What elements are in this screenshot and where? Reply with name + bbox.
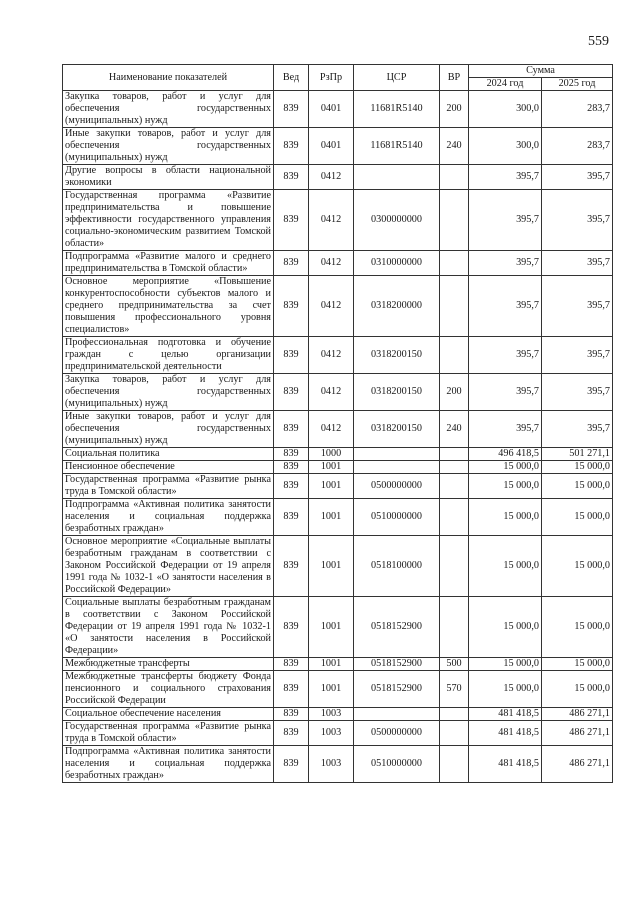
row-rzpr: 1003	[309, 708, 354, 721]
row-rzpr: 1001	[309, 597, 354, 658]
header-ved: Вед	[274, 65, 309, 91]
row-name: Закупка товаров, работ и услуг для обеспечения государственных (муниципальных) нужд	[63, 91, 274, 128]
row-sum-2024: 15 000,0	[469, 658, 542, 671]
row-csr: 0518152900	[354, 658, 440, 671]
row-sum-2024: 300,0	[469, 91, 542, 128]
row-rzpr: 1001	[309, 499, 354, 536]
row-sum-2024: 496 418,5	[469, 448, 542, 461]
row-rzpr: 1001	[309, 474, 354, 499]
row-sum-2025: 283,7	[542, 128, 613, 165]
row-sum-2025: 395,7	[542, 411, 613, 448]
row-sum-2025: 395,7	[542, 374, 613, 411]
header-year-2024: 2024 год	[469, 78, 542, 91]
row-ved: 839	[274, 746, 309, 783]
row-name: Другие вопросы в области национальной экономики	[63, 165, 274, 190]
row-name: Подпрограмма «Активная политика занятости населения и социальная поддержка безработных граждан»	[63, 499, 274, 536]
row-ved: 839	[274, 499, 309, 536]
row-vr	[440, 165, 469, 190]
row-rzpr: 1001	[309, 671, 354, 708]
row-ved: 839	[274, 411, 309, 448]
row-csr: 0500000000	[354, 474, 440, 499]
row-vr: 240	[440, 411, 469, 448]
row-ved: 839	[274, 474, 309, 499]
row-sum-2025: 395,7	[542, 337, 613, 374]
header-vr: ВР	[440, 65, 469, 91]
row-sum-2025: 486 271,1	[542, 708, 613, 721]
row-rzpr: 0401	[309, 128, 354, 165]
row-sum-2024: 15 000,0	[469, 461, 542, 474]
row-csr: 0318200000	[354, 276, 440, 337]
row-vr: 500	[440, 658, 469, 671]
row-name: Социальное обеспечение населения	[63, 708, 274, 721]
row-vr	[440, 448, 469, 461]
row-vr	[440, 536, 469, 597]
row-csr	[354, 708, 440, 721]
row-csr	[354, 448, 440, 461]
row-sum-2025: 15 000,0	[542, 536, 613, 597]
row-ved: 839	[274, 721, 309, 746]
row-vr	[440, 597, 469, 658]
row-csr: 0518152900	[354, 597, 440, 658]
row-csr: 0318200150	[354, 337, 440, 374]
table-row	[63, 276, 613, 337]
row-sum-2024: 395,7	[469, 374, 542, 411]
row-sum-2024: 395,7	[469, 411, 542, 448]
table-row	[63, 128, 613, 165]
row-name: Иные закупки товаров, работ и услуг для обеспечения государственных (муниципальных) нужд	[63, 411, 274, 448]
row-ved: 839	[274, 461, 309, 474]
row-name: Межбюджетные трансферты бюджету Фонда пенсионного и социального страхования Российской Федерации	[63, 671, 274, 708]
row-sum-2025: 15 000,0	[542, 499, 613, 536]
row-sum-2025: 15 000,0	[542, 658, 613, 671]
header-name: Наименование показателей	[63, 65, 274, 91]
row-rzpr: 0412	[309, 276, 354, 337]
table-row	[63, 461, 613, 474]
row-ved: 839	[274, 374, 309, 411]
row-rzpr: 1001	[309, 658, 354, 671]
row-ved: 839	[274, 91, 309, 128]
row-name: Подпрограмма «Развитие малого и среднего предпринимательства в Томской области»	[63, 251, 274, 276]
row-sum-2024: 395,7	[469, 190, 542, 251]
row-ved: 839	[274, 276, 309, 337]
table-row	[63, 671, 613, 708]
header-csr: ЦСР	[354, 65, 440, 91]
row-ved: 839	[274, 671, 309, 708]
row-sum-2024: 300,0	[469, 128, 542, 165]
row-rzpr: 0412	[309, 337, 354, 374]
row-name: Государственная программа «Развитие рынка труда в Томской области»	[63, 474, 274, 499]
table-row	[63, 448, 613, 461]
row-sum-2024: 481 418,5	[469, 708, 542, 721]
row-ved: 839	[274, 658, 309, 671]
row-name: Профессиональная подготовка и обучение граждан с целью организации предпринимательской деятельности	[63, 337, 274, 374]
row-sum-2024: 481 418,5	[469, 721, 542, 746]
row-vr	[440, 746, 469, 783]
row-name: Иные закупки товаров, работ и услуг для обеспечения государственных (муниципальных) нужд	[63, 128, 274, 165]
table-row	[63, 597, 613, 658]
row-ved: 839	[274, 708, 309, 721]
row-name: Государственная программа «Развитие рынка труда в Томской области»	[63, 721, 274, 746]
row-vr	[440, 708, 469, 721]
row-sum-2025: 283,7	[542, 91, 613, 128]
row-sum-2025: 15 000,0	[542, 461, 613, 474]
row-vr	[440, 190, 469, 251]
row-sum-2024: 15 000,0	[469, 597, 542, 658]
row-rzpr: 0412	[309, 251, 354, 276]
row-sum-2024: 395,7	[469, 165, 542, 190]
table-row	[63, 746, 613, 783]
row-csr: 0518100000	[354, 536, 440, 597]
page-number: 559	[588, 34, 609, 49]
table-row	[63, 337, 613, 374]
table-row	[63, 721, 613, 746]
row-csr: 0510000000	[354, 499, 440, 536]
row-csr: 0300000000	[354, 190, 440, 251]
table-row	[63, 658, 613, 671]
row-vr	[440, 276, 469, 337]
row-sum-2025: 15 000,0	[542, 671, 613, 708]
header-year-2025: 2025 год	[542, 78, 613, 91]
row-csr	[354, 461, 440, 474]
row-sum-2024: 15 000,0	[469, 474, 542, 499]
row-ved: 839	[274, 536, 309, 597]
row-csr: 0310000000	[354, 251, 440, 276]
row-csr: 0510000000	[354, 746, 440, 783]
row-sum-2024: 15 000,0	[469, 536, 542, 597]
row-name: Основное мероприятие «Социальные выплаты безработным гражданам в соответствии с Законом Российской Федерации от 19 апреля 1991 года № 1032-1 «О занятости населения в Российской Федерации»	[63, 536, 274, 597]
row-sum-2025: 501 271,1	[542, 448, 613, 461]
row-rzpr: 0412	[309, 411, 354, 448]
row-sum-2024: 481 418,5	[469, 746, 542, 783]
row-sum-2025: 395,7	[542, 276, 613, 337]
table-body	[63, 91, 613, 783]
row-vr	[440, 499, 469, 536]
row-vr: 200	[440, 374, 469, 411]
table-row	[63, 708, 613, 721]
row-csr: 0500000000	[354, 721, 440, 746]
row-sum-2025: 486 271,1	[542, 721, 613, 746]
row-vr	[440, 721, 469, 746]
row-vr	[440, 337, 469, 374]
table-row	[63, 91, 613, 128]
row-sum-2024: 395,7	[469, 276, 542, 337]
row-rzpr: 0412	[309, 374, 354, 411]
row-rzpr: 1001	[309, 461, 354, 474]
row-rzpr: 0401	[309, 91, 354, 128]
row-vr	[440, 251, 469, 276]
row-name: Закупка товаров, работ и услуг для обеспечения государственных (муниципальных) нужд	[63, 374, 274, 411]
row-ved: 839	[274, 128, 309, 165]
row-name: Социальная политика	[63, 448, 274, 461]
row-name: Подпрограмма «Активная политика занятости населения и социальная поддержка безработных граждан»	[63, 746, 274, 783]
row-rzpr: 1003	[309, 721, 354, 746]
row-rzpr: 1000	[309, 448, 354, 461]
row-rzpr: 1003	[309, 746, 354, 783]
table-row	[63, 251, 613, 276]
row-vr: 200	[440, 91, 469, 128]
row-ved: 839	[274, 597, 309, 658]
row-sum-2025: 395,7	[542, 165, 613, 190]
row-sum-2025: 15 000,0	[542, 597, 613, 658]
table-row	[63, 374, 613, 411]
row-sum-2025: 395,7	[542, 251, 613, 276]
row-sum-2025: 395,7	[542, 190, 613, 251]
row-sum-2024: 15 000,0	[469, 499, 542, 536]
budget-table	[62, 64, 613, 783]
row-rzpr: 0412	[309, 165, 354, 190]
row-ved: 839	[274, 448, 309, 461]
row-sum-2025: 486 271,1	[542, 746, 613, 783]
table-row	[63, 411, 613, 448]
row-csr: 0318200150	[354, 411, 440, 448]
row-ved: 839	[274, 190, 309, 251]
row-ved: 839	[274, 251, 309, 276]
row-ved: 839	[274, 165, 309, 190]
row-name: Пенсионное обеспечение	[63, 461, 274, 474]
row-name: Социальные выплаты безработным гражданам в соответствии с Законом Российской Федерации от 19 апреля 1991 года № 1032-1 «О занятости населения в Российской Федерации»	[63, 597, 274, 658]
row-rzpr: 0412	[309, 190, 354, 251]
row-vr: 240	[440, 128, 469, 165]
row-sum-2024: 395,7	[469, 337, 542, 374]
row-sum-2024: 15 000,0	[469, 671, 542, 708]
table-row	[63, 190, 613, 251]
table-row	[63, 474, 613, 499]
table-row	[63, 165, 613, 190]
row-name: Межбюджетные трансферты	[63, 658, 274, 671]
row-name: Государственная программа «Развитие предпринимательства и повышение эффективности государственного управления социально-экономическим развитием Томской области»	[63, 190, 274, 251]
row-csr: 0518152900	[354, 671, 440, 708]
row-vr: 570	[440, 671, 469, 708]
row-csr: 11681R5140	[354, 128, 440, 165]
row-csr	[354, 165, 440, 190]
table-row	[63, 536, 613, 597]
header-sum: Сумма	[469, 65, 613, 78]
row-rzpr: 1001	[309, 536, 354, 597]
row-csr: 0318200150	[354, 374, 440, 411]
row-vr	[440, 474, 469, 499]
table-row	[63, 499, 613, 536]
row-vr	[440, 461, 469, 474]
row-sum-2024: 395,7	[469, 251, 542, 276]
row-ved: 839	[274, 337, 309, 374]
row-csr: 11681R5140	[354, 91, 440, 128]
row-name: Основное мероприятие «Повышение конкурентоспособности субъектов малого и среднего предпринимательства за счет повышения профессионального уровня специалистов»	[63, 276, 274, 337]
row-sum-2025: 15 000,0	[542, 474, 613, 499]
header-rzpr: РзПр	[309, 65, 354, 91]
